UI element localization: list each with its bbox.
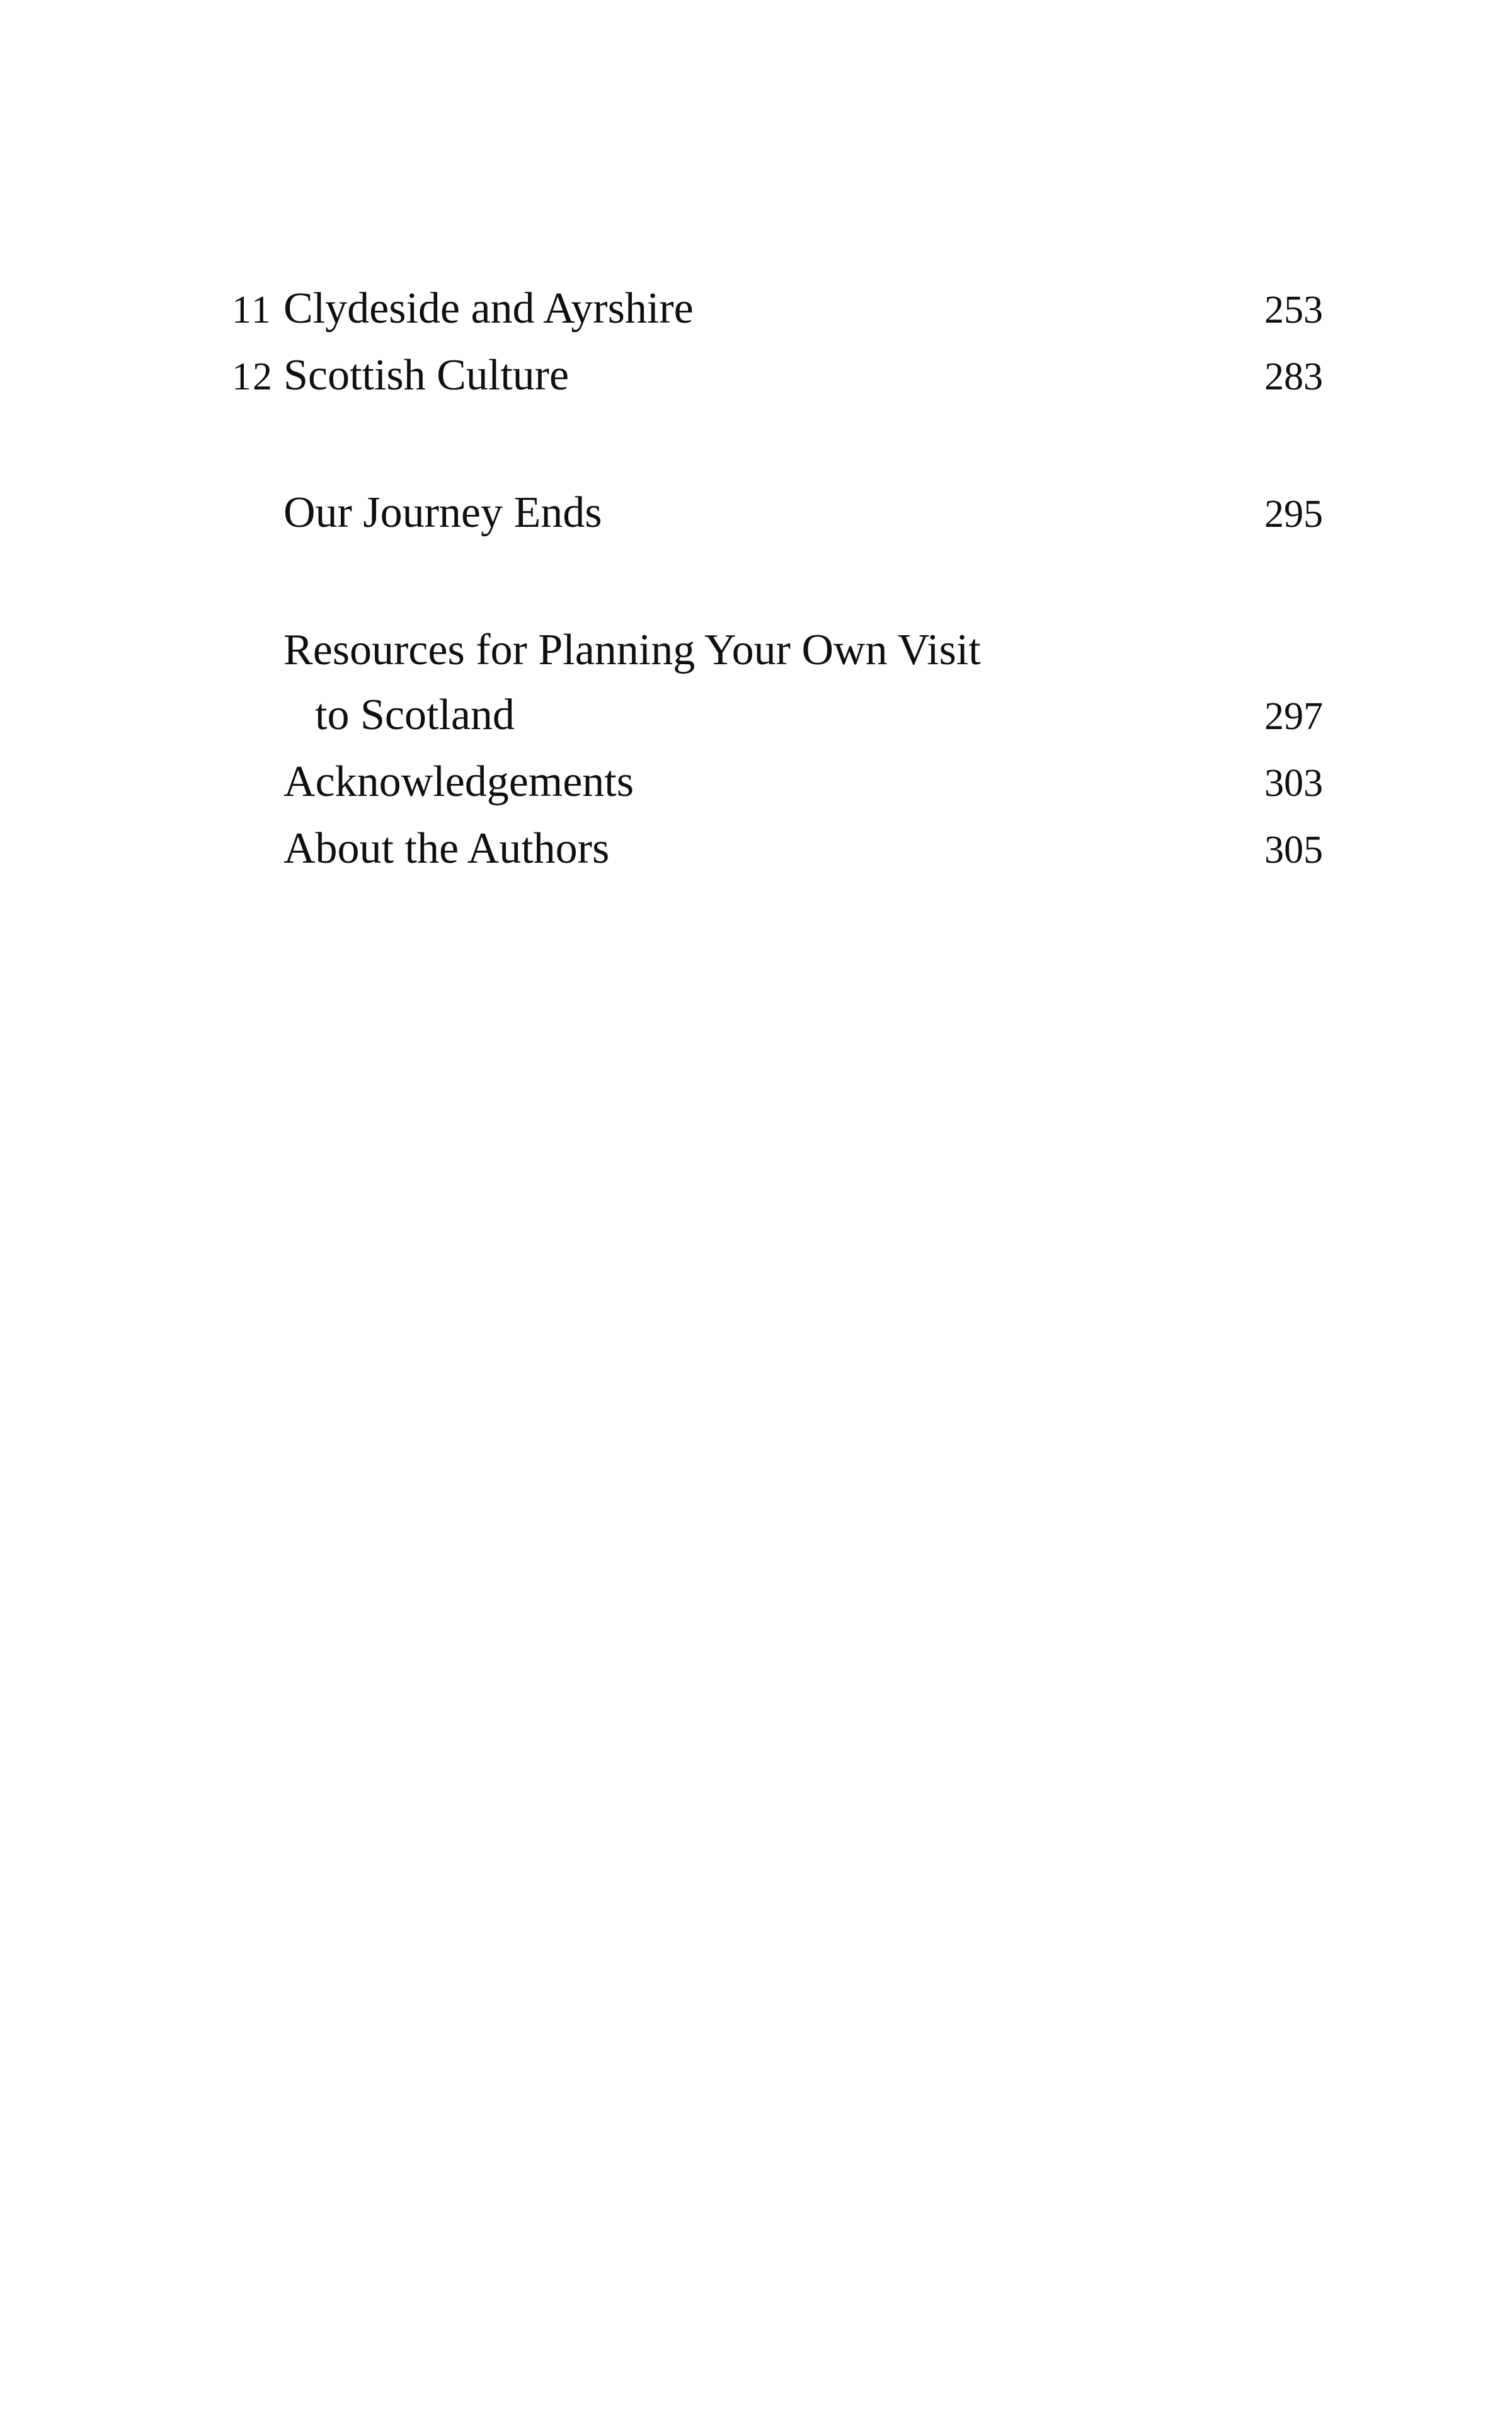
chapter-title: Scottish Culture bbox=[284, 351, 570, 400]
toc-row-acknowledgements bbox=[232, 749, 1323, 816]
page-number: 283 bbox=[1264, 355, 1323, 398]
toc-row-chapter-12 bbox=[232, 343, 1323, 410]
section-title-line-1: Resources for Planning Your Own Visit bbox=[284, 626, 981, 674]
section-title: Acknowledgements bbox=[284, 757, 634, 806]
section-title: About the Authors bbox=[284, 824, 610, 873]
toc-row-our-journey-ends bbox=[232, 480, 1323, 547]
toc-row-resources-line-2 bbox=[232, 682, 1323, 749]
chapter-title: Clydeside and Ayrshire bbox=[284, 284, 694, 333]
section-title: Our Journey Ends bbox=[284, 488, 602, 537]
chapter-number: 11 bbox=[232, 289, 272, 331]
page-number: 303 bbox=[1264, 762, 1323, 805]
chapter-number: 12 bbox=[232, 355, 273, 398]
page-number: 253 bbox=[1264, 289, 1323, 331]
section-title-line-2: to Scotland bbox=[315, 691, 515, 739]
section-gap bbox=[232, 410, 1323, 480]
toc-row-resources-line-1 bbox=[232, 618, 1323, 682]
page-number: 295 bbox=[1264, 493, 1323, 536]
toc-row-chapter-11 bbox=[232, 276, 1323, 343]
toc-row-about-the-authors bbox=[232, 816, 1323, 883]
page-number: 305 bbox=[1264, 829, 1323, 872]
table-of-contents bbox=[232, 276, 1323, 883]
page-number: 297 bbox=[1264, 695, 1323, 738]
section-gap bbox=[232, 547, 1323, 618]
